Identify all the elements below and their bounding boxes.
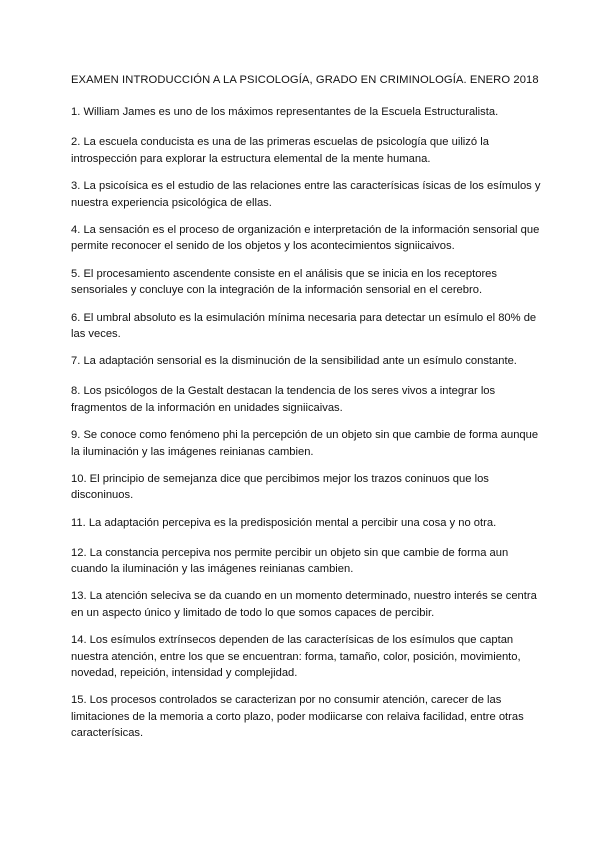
question-13: 13. La atención seleciva se da cuando en un momento determinado, nuestro interés se centra en un aspecto único y limitado de todo lo que somos capaces de percibir. xyxy=(71,590,537,619)
question-14: 14. Los esímulos extrínsecos dependen de las caracterísicas de los esímulos que captan nuestra atención, entre los que se encuentran: forma, tamaño, color, posición, movimiento, novedad, repeición, intensidad y complejidad. xyxy=(71,634,521,680)
exam-title: EXAMEN INTRODUCCIÓN A LA PSICOLOGÍA, GRADO EN CRIMINOLOGÍA. ENERO 2018 xyxy=(71,74,539,86)
question-2: 2. La escuela conducista es una de las primeras escuelas de psicología que uilizó la introspección para explorar la estructura elemental de la mente humana. xyxy=(71,136,489,165)
question-7: 7. La adaptación sensorial es la disminución de la sensibilidad ante un esímulo constante. xyxy=(71,355,517,368)
question-4: 4. La sensación es el proceso de organización e interpretación de la información sensorial que permite reconocer el senido de los objetos y los acontecimientos signiicaivos. xyxy=(71,223,540,253)
question-9: 9. Se conoce como fenómeno phi la percepción de un objeto sin que cambie de forma aunque la iluminación y las imágenes reinianas cambien. xyxy=(71,429,539,458)
question-6: 6. El umbral absoluto es la esimulación mínima necesaria para detectar un esímulo el 80% de las veces. xyxy=(71,311,537,340)
question-8: 8. Los psicólogos de la Gestalt destacan la tendencia de los seres vivos a integrar los fragmentos de la información en unidades signiicaivas. xyxy=(71,385,496,414)
document-body xyxy=(71,72,541,753)
question-10: 10. El principio de semejanza dice que percibimos mejor los trazos coninuos que los disconinuos. xyxy=(71,472,489,502)
question-3: 3. La psicoísica es el estudio de las relaciones entre las caracterísicas ísicas de los esímulos y nuestra experiencia psicológica de ellas. xyxy=(71,180,541,209)
question-5: 5. El procesamiento ascendente consiste en el análisis que se inicia en los receptores sensoriales y concluye con la integración de la información sensorial en el cerebro. xyxy=(71,267,497,297)
question-15: 15. Los procesos controlados se caracterizan por no consumir atención, carecer de las limitaciones de la memoria a corto plazo, poder modiicarse con relaiva facilidad, entre otras caracterísicas. xyxy=(71,694,524,740)
question-11: 11. La adaptación percepiva es la predisposición mental a percibir una cosa y no otra. xyxy=(71,516,497,529)
question-12: 12. La constancia percepiva nos permite percibir un objeto sin que cambie de forma aun cuando la iluminación y las imágenes reinianas cambien. xyxy=(71,546,509,576)
question-1: 1. William James es uno de los máximos representantes de la Escuela Estructuralista. xyxy=(71,106,499,119)
